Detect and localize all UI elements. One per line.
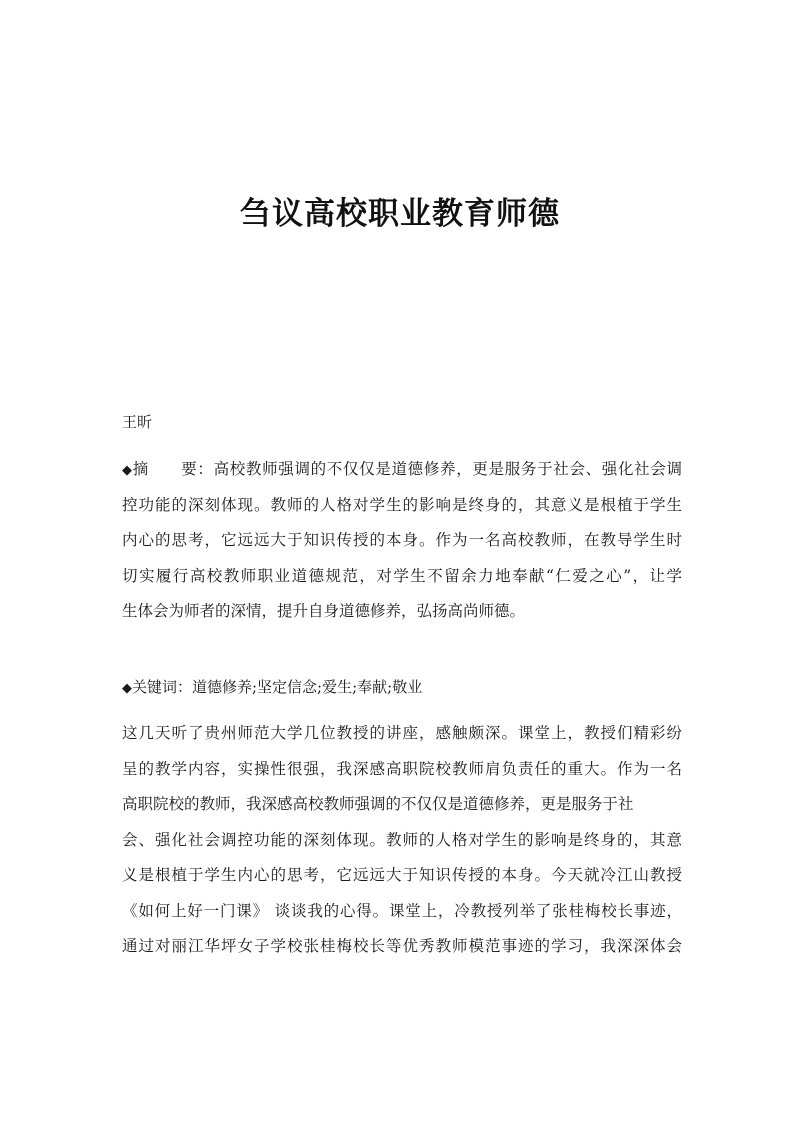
abstract-line: 切实履行高校教师职业道德规范，对学生不留余力地奉献“仁爱之心”，让学 <box>122 566 682 585</box>
author-name: 王昕 <box>122 413 153 431</box>
abstract-line: 生体会为师者的深情，提升自身道德修养，弘扬高尚师德。 <box>122 602 526 620</box>
diamond-bullet-icon: ◆ <box>122 681 132 696</box>
abstract-section <box>122 452 682 630</box>
abstract-line: 内心的思考，它远远大于知识传授的本身。作为一名高校教师，在教导学生时 <box>122 531 682 549</box>
body-line: 通过对丽江华坪女子学校张桂梅校长等优秀教师模范事迹的学习，我深深体会 <box>122 937 682 955</box>
abstract-line: ◆摘 要：高校教师强调的不仅仅是道德修养，更是服务于社会、强化社会调 <box>122 460 682 478</box>
keywords-section <box>122 672 422 702</box>
body-section <box>122 716 682 965</box>
abstract-line: 控功能的深刻体现。教师的人格对学生的影响是终身的，其意义是根植于学生 <box>122 495 682 514</box>
body-line: 《如何上好一门课》 谈谈我的心得。课堂上，冷教授列举了张桂梅校长事迹， <box>122 901 682 920</box>
body-line: 高职院校的教师，我深感高校教师强调的不仅仅是道德修养，更是服务于社 <box>122 795 634 813</box>
document-title: 刍议高校职业教育师德 <box>240 196 560 232</box>
body-line: 义是根植于学生内心的思考，它远远大于知识传授的本身。今天就冷江山教授 <box>122 866 682 884</box>
body-line: 呈的教学内容，实操性很强，我深感高职院校教师肩负责任的重大。作为一名 <box>122 759 682 778</box>
keywords-text: 关键词：道德修养;坚定信念;爱生;奉献;敬业 <box>132 678 423 696</box>
diamond-bullet-icon: ◆ <box>122 463 133 478</box>
body-line: 会、强化社会调控功能的深刻体现。教师的人格对学生的影响是终身的，其意 <box>122 830 682 849</box>
body-line: 这几天听了贵州师范大学几位教授的讲座，感触颇深。课堂上，教授们精彩纷 <box>122 724 682 742</box>
